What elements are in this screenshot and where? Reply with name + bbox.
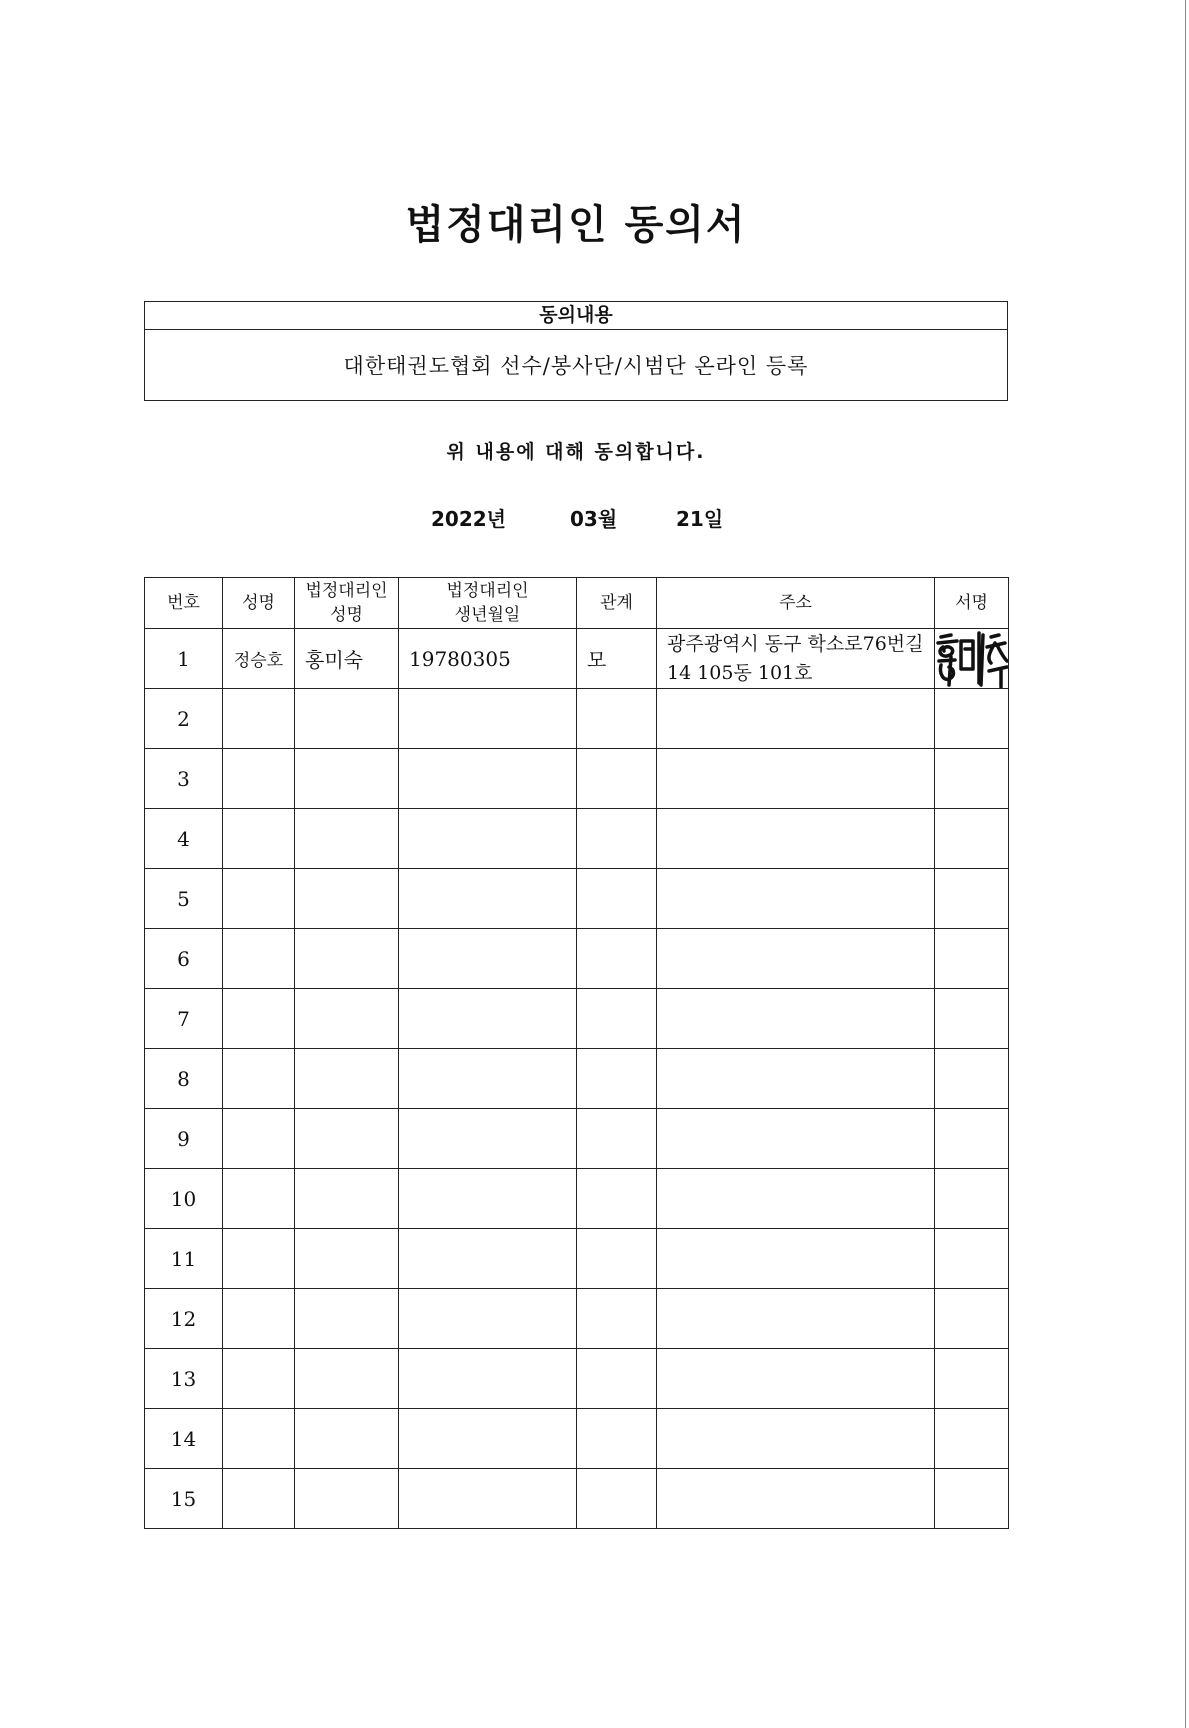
table-row xyxy=(145,1109,1009,1169)
cell-no: 11 xyxy=(145,1229,223,1289)
header-signature: 서명 xyxy=(935,578,1009,629)
cell-no: 12 xyxy=(145,1289,223,1349)
table-header-row xyxy=(145,578,1009,629)
address-line2: 14 105동 101호 xyxy=(667,661,813,684)
cell-address xyxy=(657,629,935,689)
consent-text: 대한태권도협회 선수/봉사단/시범단 온라인 등록 xyxy=(343,354,809,378)
cell-signature xyxy=(935,629,1009,689)
table-row xyxy=(145,1349,1009,1409)
header-guardian-birth xyxy=(399,578,577,629)
cell-no: 1 xyxy=(145,629,223,689)
cell-guardian-birth: 19780305 xyxy=(399,629,577,689)
address-line1: 광주광역시 동구 학소로76번길 xyxy=(667,632,924,655)
cell-guardian-name: 홍미숙 xyxy=(295,629,399,689)
agree-statement: 위 내용에 대해 동의합니다. xyxy=(446,441,706,463)
handwritten-signature xyxy=(935,629,1009,688)
table-row xyxy=(145,1229,1009,1289)
cell-no: 5 xyxy=(145,869,223,929)
page-edge-line xyxy=(1185,0,1186,1728)
cell-name: 정승호 xyxy=(223,629,295,689)
cell-no: 13 xyxy=(145,1349,223,1409)
table-row xyxy=(145,1049,1009,1109)
table-row xyxy=(145,929,1009,989)
cell-no: 10 xyxy=(145,1169,223,1229)
header-guardian-name-line2: 성명 xyxy=(330,605,363,625)
table-row xyxy=(145,749,1009,809)
cell-no: 14 xyxy=(145,1409,223,1469)
table-row xyxy=(145,629,1009,689)
date-year: 2022년 xyxy=(431,507,506,531)
date-month: 03월 xyxy=(570,507,618,531)
consent-box xyxy=(144,301,1008,401)
cell-no: 3 xyxy=(145,749,223,809)
cell-no: 6 xyxy=(145,929,223,989)
cell-relation: 모 xyxy=(577,629,657,689)
cell-no: 15 xyxy=(145,1469,223,1529)
table-row xyxy=(145,1469,1009,1529)
cell-no: 4 xyxy=(145,809,223,869)
cell-no: 9 xyxy=(145,1109,223,1169)
header-no: 번호 xyxy=(145,578,223,629)
table-row xyxy=(145,1289,1009,1349)
document-title: 법정대리인 동의서 xyxy=(405,202,747,248)
table-row xyxy=(145,869,1009,929)
table-row xyxy=(145,809,1009,869)
header-guardian-birth-line1: 법정대리인 xyxy=(446,581,529,601)
table-row xyxy=(145,989,1009,1049)
header-guardian-birth-line2: 생년월일 xyxy=(454,605,521,625)
header-guardian-name xyxy=(295,578,399,629)
consent-header: 동의내용 xyxy=(145,302,1007,330)
table-row xyxy=(145,689,1009,749)
header-address: 주소 xyxy=(657,578,935,629)
table-row xyxy=(145,1409,1009,1469)
header-name: 성명 xyxy=(223,578,295,629)
date-day: 21일 xyxy=(676,507,724,531)
header-relation: 관계 xyxy=(577,578,657,629)
table-row xyxy=(145,1169,1009,1229)
header-guardian-name-line1: 법정대리인 xyxy=(305,581,388,601)
cell-no: 8 xyxy=(145,1049,223,1109)
cell-no: 7 xyxy=(145,989,223,1049)
cell-no: 2 xyxy=(145,689,223,749)
guardian-table xyxy=(144,577,1009,1529)
